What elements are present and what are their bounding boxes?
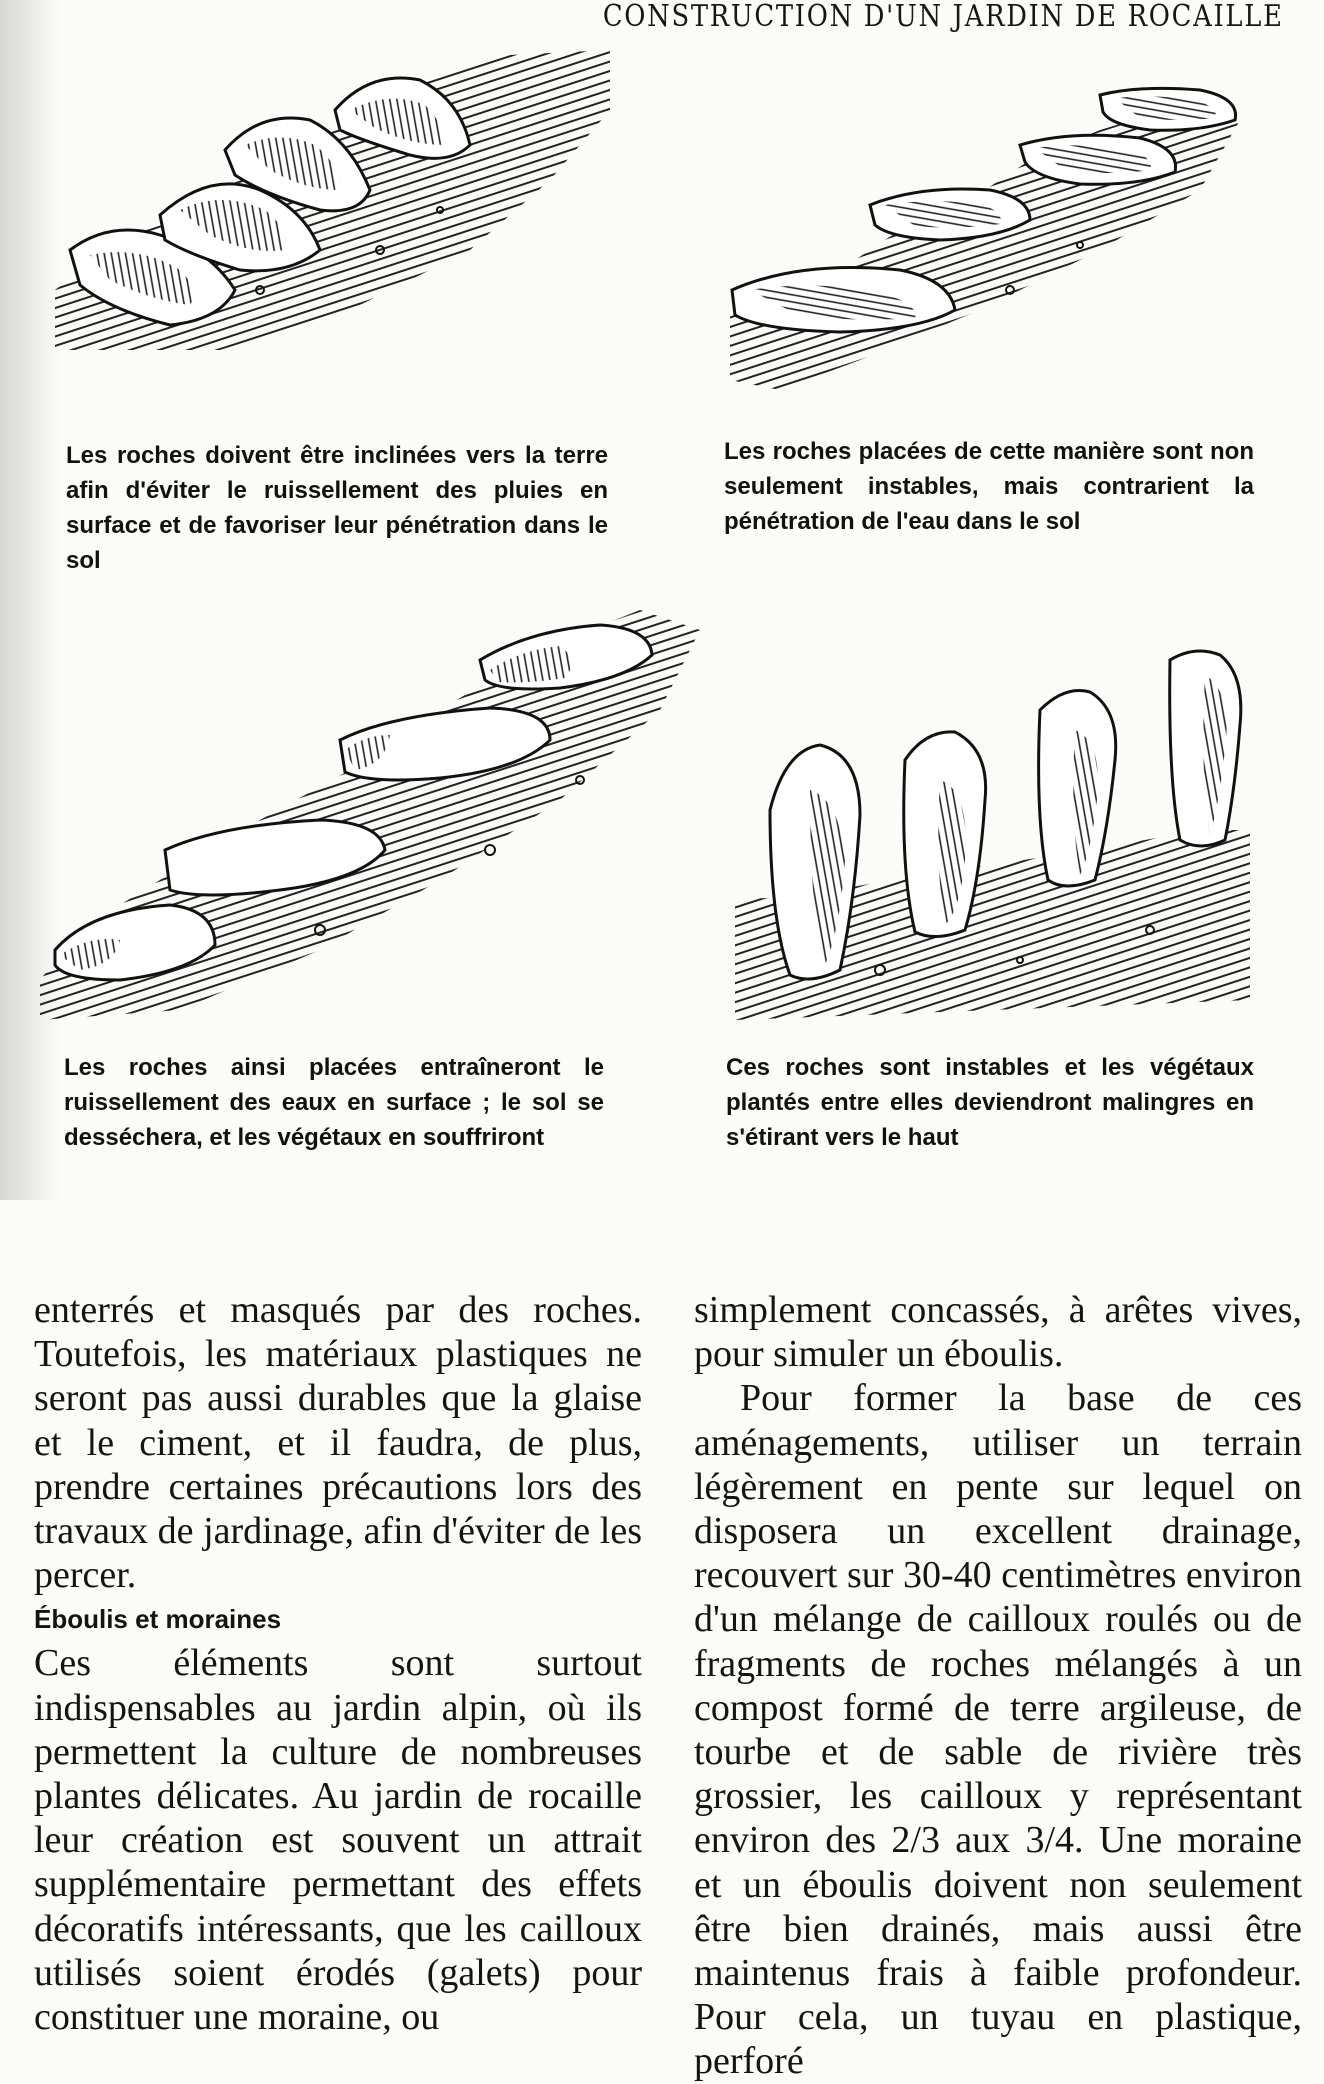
figure-rocks-flat-unstable	[720, 80, 1260, 400]
paragraph: Ces éléments sont surtout indispensables au jardin alpin, où ils permettent la culture de nombreuses plantes délicates. Au jardin de rocaille leur création est souvent un attrait supplémentaire permettant des effets décoratifs intéressants, que les cailloux utilisés soient érodés (galets) pour constituer une moraine, ou	[34, 1642, 642, 2039]
left-column	[34, 1288, 642, 2039]
rock	[1020, 135, 1176, 184]
rock	[1100, 88, 1236, 130]
subheading: Éboulis et moraines	[34, 1604, 282, 1635]
paragraph: enterrés et masqués par des roches. Toutefois, les matériaux plastiques ne seront pas aussi durables que la glaise et le ciment, et il faudra, de plus, prendre certaines précautions lors des travaux de jardinage, afin d'éviter de les percer.	[34, 1289, 642, 1597]
right-column	[694, 1288, 1302, 2084]
paragraph: Pour former la base de ces aménagements, utiliser un terrain légèrement en pente sur lequel on disposera un excellent drainage, recouvert sur 30-40 centimètres environ d'un mélange de cailloux roulés ou de fragments de roches mélangés à un compost formé de terre argileuse, de tourbe et de sable de rivière très grossier, les cailloux y représentant environ des 2/3 aux 3/4. Une moraine et un éboulis doivent non seulement être bien drainés, mais aussi être maintenus frais à faible profondeur. Pour cela, un tuyau en plastique, perforé	[694, 1377, 1302, 2083]
figure-caption: Les roches ainsi placées entraîneront le ruissellement des eaux en surface ; le sol se desséchera, et les végétaux en souffriront	[64, 1054, 604, 1151]
paragraph: simplement concassés, à arêtes vives, pour simuler un éboulis.	[694, 1289, 1302, 1376]
rock	[1170, 651, 1241, 846]
figure-caption: Ces roches sont instables et les végétaux plantés entre elles deviendront malingres en s'étirant vers le haut	[726, 1054, 1254, 1151]
figure-rocks-tilted-toward-soil	[50, 50, 610, 360]
figure-caption: Les roches doivent être inclinées vers la terre afin d'éviter le ruissellement des pluies en surface et de favoriser leur pénétration dans le sol	[66, 442, 608, 574]
running-title: CONSTRUCTION D'UN JARDIN DE ROCAILLE	[603, 0, 1284, 34]
figure-rocks-upright-unstable	[730, 640, 1260, 1020]
rock	[732, 268, 955, 333]
rock	[770, 745, 860, 979]
figure-rocks-tilted-outward	[20, 600, 700, 1020]
figure-caption: Les roches placées de cette manière sont non seulement instables, mais contrarient la pénétration de l'eau dans le sol	[724, 438, 1254, 535]
